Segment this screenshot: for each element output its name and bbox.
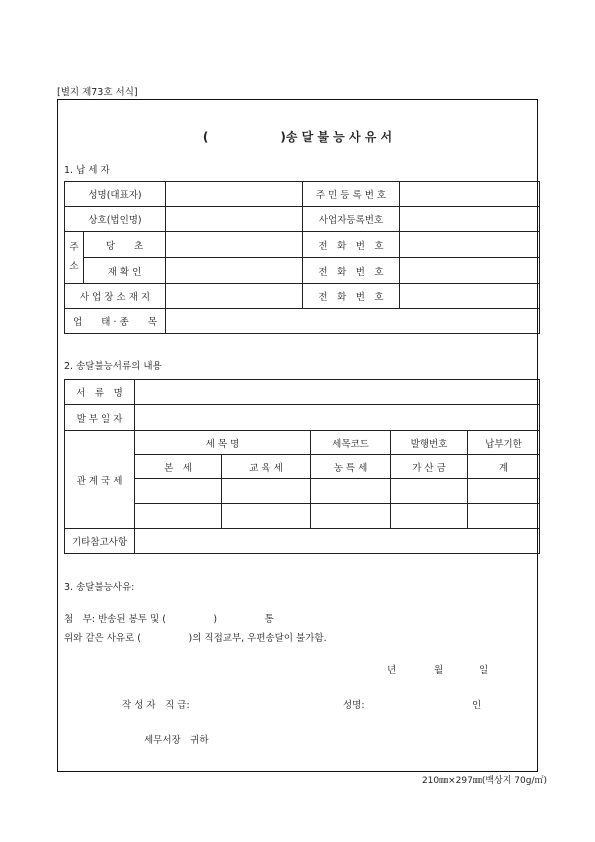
label-workplace: 사 업 장 소 재 지 xyxy=(65,284,166,309)
value-other-ref[interactable] xyxy=(135,529,540,554)
label-doc-name: 서 류 명 xyxy=(65,380,135,405)
row1-main-tax[interactable] xyxy=(135,479,222,504)
reason-line: 위와 같은 사유로 ( )의 직접교부, 우편송달이 불가함. xyxy=(64,633,327,644)
paper-spec: 210㎜×297㎜(백상지 70g/㎡) xyxy=(421,776,547,786)
value-name[interactable] xyxy=(166,182,303,207)
label-other-ref: 기타참고사항 xyxy=(65,529,135,554)
header-main-tax: 본 세 xyxy=(135,455,222,479)
addressee: 세무서장 귀하 xyxy=(144,735,209,746)
label-recheck: 재 확 인 xyxy=(84,258,166,284)
label-business-no: 사업자등록번호 xyxy=(303,207,400,232)
row1-total[interactable] xyxy=(468,479,540,504)
value-initial-address[interactable] xyxy=(166,232,303,258)
address-char2: 소 xyxy=(69,260,79,272)
value-trade-name[interactable] xyxy=(166,207,303,232)
value-initial-phone[interactable] xyxy=(400,232,540,258)
header-due-date: 납부기한 xyxy=(468,431,540,455)
value-resident-no[interactable] xyxy=(400,182,540,207)
header-rural-tax: 농 특 세 xyxy=(311,455,391,479)
row1-rural-tax[interactable] xyxy=(311,479,391,504)
value-workplace[interactable] xyxy=(166,284,303,309)
row2-total[interactable] xyxy=(468,504,540,529)
value-issue-date[interactable] xyxy=(135,405,540,431)
date-day: 일 xyxy=(479,665,489,676)
value-business-type[interactable] xyxy=(166,309,540,334)
value-recheck-address[interactable] xyxy=(166,258,303,284)
header-tax-code: 세목코드 xyxy=(311,431,391,455)
form-number: [별지 제73호 서식] xyxy=(57,87,138,98)
row2-additional-tax[interactable] xyxy=(391,504,468,529)
section2-heading: 2. 송달불능서류의 내용 xyxy=(64,361,162,372)
label-resident-no: 주 민 등 록 번 호 xyxy=(303,182,400,207)
address-char1: 주 xyxy=(69,242,79,254)
label-business-type: 업 태 · 종 목 xyxy=(65,309,166,334)
value-doc-name[interactable] xyxy=(135,380,540,405)
label-recheck-phone: 전 화 번 호 xyxy=(303,258,400,284)
label-issue-date: 발 부 일 자 xyxy=(65,405,135,431)
writer-label: 작 성 자 직 급: xyxy=(122,700,190,711)
writer-name-label: 성명: xyxy=(343,700,365,711)
row2-rural-tax[interactable] xyxy=(311,504,391,529)
header-total: 계 xyxy=(468,455,540,479)
seal-mark: 인 xyxy=(472,700,482,711)
form-title: ( )송 달 불 능 사 유 서 xyxy=(202,130,393,144)
label-initial: 당 초 xyxy=(84,232,166,258)
taxpayer-table xyxy=(64,181,540,334)
label-address xyxy=(65,232,84,284)
row2-main-tax[interactable] xyxy=(135,504,222,529)
document-table xyxy=(64,379,540,554)
label-name: 성명(대표자) xyxy=(65,182,166,207)
header-additional-tax: 가 산 금 xyxy=(391,455,468,479)
section1-heading: 1. 납 세 자 xyxy=(64,165,110,176)
label-trade-name: 상호(법인명) xyxy=(65,207,166,232)
value-business-no[interactable] xyxy=(400,207,540,232)
label-workplace-phone: 전 화 번 호 xyxy=(303,284,400,309)
label-related-tax: 관 계 국 세 xyxy=(65,431,135,529)
row1-additional-tax[interactable] xyxy=(391,479,468,504)
header-tax-item: 세 목 명 xyxy=(135,431,311,455)
date-year: 년 xyxy=(387,665,397,676)
attach-line: 첨 부: 반송된 봉투 및 ( ) 통 xyxy=(64,614,274,625)
section3-heading: 3. 송달불능사유: xyxy=(64,582,135,593)
row2-edu-tax[interactable] xyxy=(222,504,311,529)
label-initial-phone: 전 화 번 호 xyxy=(303,232,400,258)
value-workplace-phone[interactable] xyxy=(400,284,540,309)
value-recheck-phone[interactable] xyxy=(400,258,540,284)
header-issue-no: 발행번호 xyxy=(391,431,468,455)
date-month: 월 xyxy=(434,665,444,676)
header-edu-tax: 교 육 세 xyxy=(222,455,311,479)
row1-edu-tax[interactable] xyxy=(222,479,311,504)
